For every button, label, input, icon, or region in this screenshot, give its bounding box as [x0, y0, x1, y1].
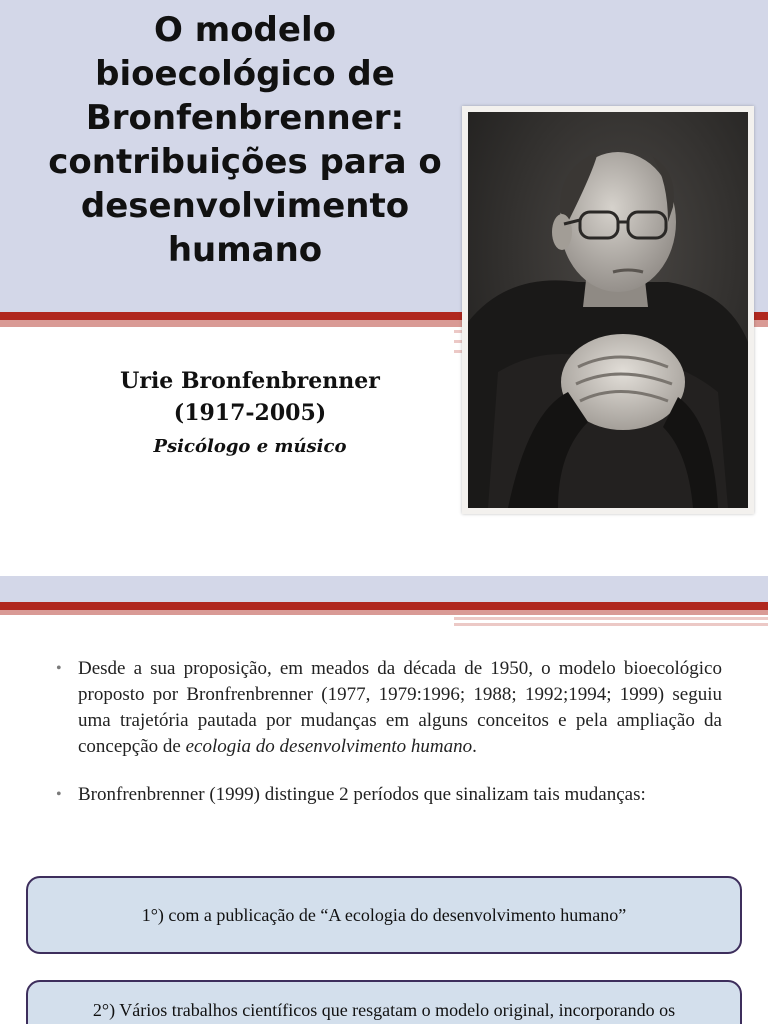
title-line: contribuições para o: [48, 142, 442, 182]
portrait-frame: [462, 106, 754, 514]
title-line: humano: [167, 230, 323, 270]
title-line: Bronfenbrenner:: [85, 98, 405, 138]
bullet-text: Bronfrenbrenner (1999) distingue 2 períodos que sinalizam tais mudanças:: [78, 784, 646, 805]
bullet-item: [50, 782, 722, 808]
bullet-text: Desde a sua proposição, em meados da década de 1950, o modelo bioecológico proposto por Bronfrenbrenner (1977, 1979:1996; 1988; 1992;1994; 1999) seguiu uma trajetória pautada por mudanças em alguns conceitos e pela ampliação da concepção de: [78, 658, 722, 757]
bullet-dot-icon: •: [56, 786, 62, 803]
author-dates: (1917-2005): [173, 400, 327, 426]
bullet-dot-icon: •: [56, 660, 62, 677]
divider-band-pale: [454, 617, 768, 620]
divider-band-light: [0, 320, 462, 327]
period-box-1: [26, 876, 742, 954]
title-line: O modelo: [154, 10, 336, 50]
bullet-text: .: [472, 736, 477, 757]
slide-title: [0, 8, 490, 272]
title-line: bioecológico de: [95, 54, 395, 94]
divider-band-light-right: [754, 320, 768, 327]
portrait-photo: [468, 112, 748, 508]
divider-band-pale: [454, 623, 768, 626]
period-box-2: [26, 980, 742, 1024]
bullet-list: [50, 656, 722, 808]
divider-band-dark: [0, 602, 768, 610]
period-box-text: 1°) com a publicação de “A ecologia do desenvolvimento humano”: [141, 905, 627, 925]
author-role: Psicólogo e músico: [153, 436, 347, 457]
slide-2-header-band: [0, 576, 768, 602]
author-name: Urie Bronfenbrenner: [120, 368, 380, 394]
bullet-item: [50, 656, 722, 760]
divider-band-pale: [454, 340, 462, 343]
period-box-text: 2°) Vários trabalhos científicos que resgatam o modelo original, incorporando os: [92, 1000, 676, 1020]
bullet-emphasis: ecologia do desenvolvimento humano: [185, 736, 473, 757]
divider-band-light: [0, 610, 768, 615]
portrait-illustration: [468, 112, 748, 508]
title-line: desenvolvimento: [80, 186, 410, 226]
divider-band-pale: [454, 330, 462, 333]
divider-band-pale: [454, 350, 462, 353]
